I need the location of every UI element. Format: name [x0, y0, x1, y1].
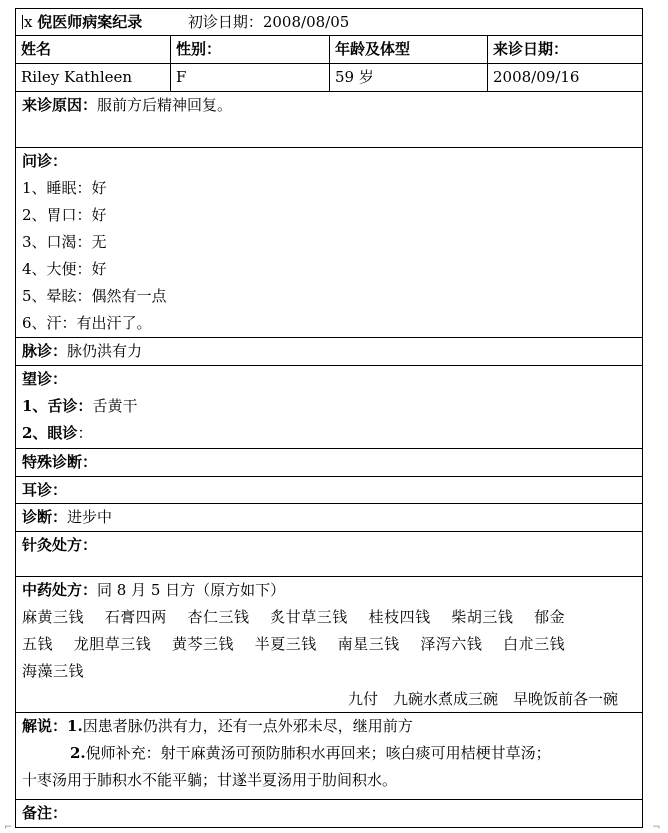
inquiry-item: 5、晕眩：偶然有一点 [22, 287, 167, 305]
herb-line: 麻黄三钱 石膏四两 杏仁三钱 炙甘草三钱 桂枝四钱 柴胡三钱 郁金 [22, 608, 566, 626]
reason-text: 服前方后精神回复。 [97, 96, 233, 114]
special-diagnosis-label: 特殊诊断： [22, 453, 98, 471]
record-header [16, 9, 642, 36]
remarks-section [16, 800, 642, 828]
explanation-section [16, 713, 642, 800]
herbal-intro: 同 8 月 5 日方（原方如下） [97, 581, 286, 599]
pulse-label: 脉诊： [22, 342, 68, 360]
special-diagnosis-section [16, 449, 642, 477]
eye-label: 2、眼诊 [22, 424, 78, 442]
herbal-label: 中药处方： [22, 581, 98, 599]
patient-sex: F [171, 64, 330, 91]
inquiry-label: 问诊： [22, 152, 68, 170]
explanation-point1-num: 1. [67, 717, 83, 735]
patient-name: Riley Kathleen [16, 64, 171, 91]
inquiry-item: 4、大便：好 [22, 260, 107, 278]
name-header: 姓名 [16, 36, 171, 63]
reason-label: 来诊原因： [22, 96, 98, 114]
reason-section [16, 92, 642, 148]
text-cursor [22, 15, 23, 29]
eye-text: ： [77, 424, 93, 442]
diagnosis-section [16, 504, 642, 532]
visit-date-header: 来诊日期： [493, 40, 569, 58]
first-visit-date: 2008/08/05 [262, 13, 350, 31]
herbal-section [16, 577, 642, 713]
diagnosis-label: 诊断： [22, 508, 68, 526]
explanation-point2-continued: 十枣汤用于肺积水不能平躺；甘遂半夏汤用于肋间积水。 [22, 771, 398, 789]
age-header: 年龄及体型 [330, 36, 488, 63]
observation-label: 望诊： [22, 370, 68, 388]
herbal-dosage: 九付 九碗水煮成三碗 早晚饭前各一碗 [347, 690, 618, 708]
diagnosis-text: 进步中 [67, 508, 113, 526]
explanation-point2: 倪师补充：射干麻黄汤可预防肺积水再回来；咳白痰可用桔梗甘草汤； [85, 744, 551, 762]
inquiry-item: 2、胃口：好 [22, 206, 107, 224]
observation-section [16, 366, 642, 449]
explanation-point1: 因患者脉仍洪有力，还有一点外邪未尽，继用前方 [82, 717, 413, 735]
acupuncture-label: 针灸处方： [22, 536, 98, 554]
ear-diagnosis-label: 耳诊： [22, 481, 68, 499]
record-title: 倪医师病案纪录 [37, 13, 143, 31]
explanation-point2-num: 2. [70, 744, 86, 762]
visit-date: 2008/09/16 [493, 68, 580, 86]
inquiry-item: 1、睡眠：好 [22, 179, 107, 197]
inquiry-item: 6、汗：有出汗了。 [22, 314, 152, 332]
explanation-label: 解说： [22, 717, 68, 735]
pulse-section [16, 338, 642, 366]
pulse-text: 脉仍洪有力 [67, 342, 143, 360]
medical-record-table [15, 8, 643, 828]
herb-line: 五钱 龙胆草三钱 黄芩三钱 半夏三钱 南星三钱 泽泻六钱 白朮三钱 [22, 635, 566, 653]
tongue-label: 1、舌诊： [22, 397, 93, 415]
info-header-row [16, 36, 642, 64]
info-value-row [16, 64, 642, 92]
first-visit-label: 初诊日期： [187, 13, 263, 31]
corner-mark-left: ⌐ [4, 822, 13, 833]
header-prefix: x [24, 13, 33, 31]
tongue-text: 舌黄干 [92, 397, 138, 415]
remarks-label: 备注： [22, 804, 68, 822]
sex-header: 性别： [171, 36, 330, 63]
inquiry-section [16, 148, 642, 338]
herb-line: 海藻三钱 [22, 662, 85, 680]
acupuncture-section [16, 532, 642, 577]
patient-age: 59 岁 [330, 64, 488, 91]
ear-section [16, 477, 642, 504]
corner-mark-right: ¬ [652, 822, 661, 833]
inquiry-item: 3、口渴：无 [22, 233, 107, 251]
